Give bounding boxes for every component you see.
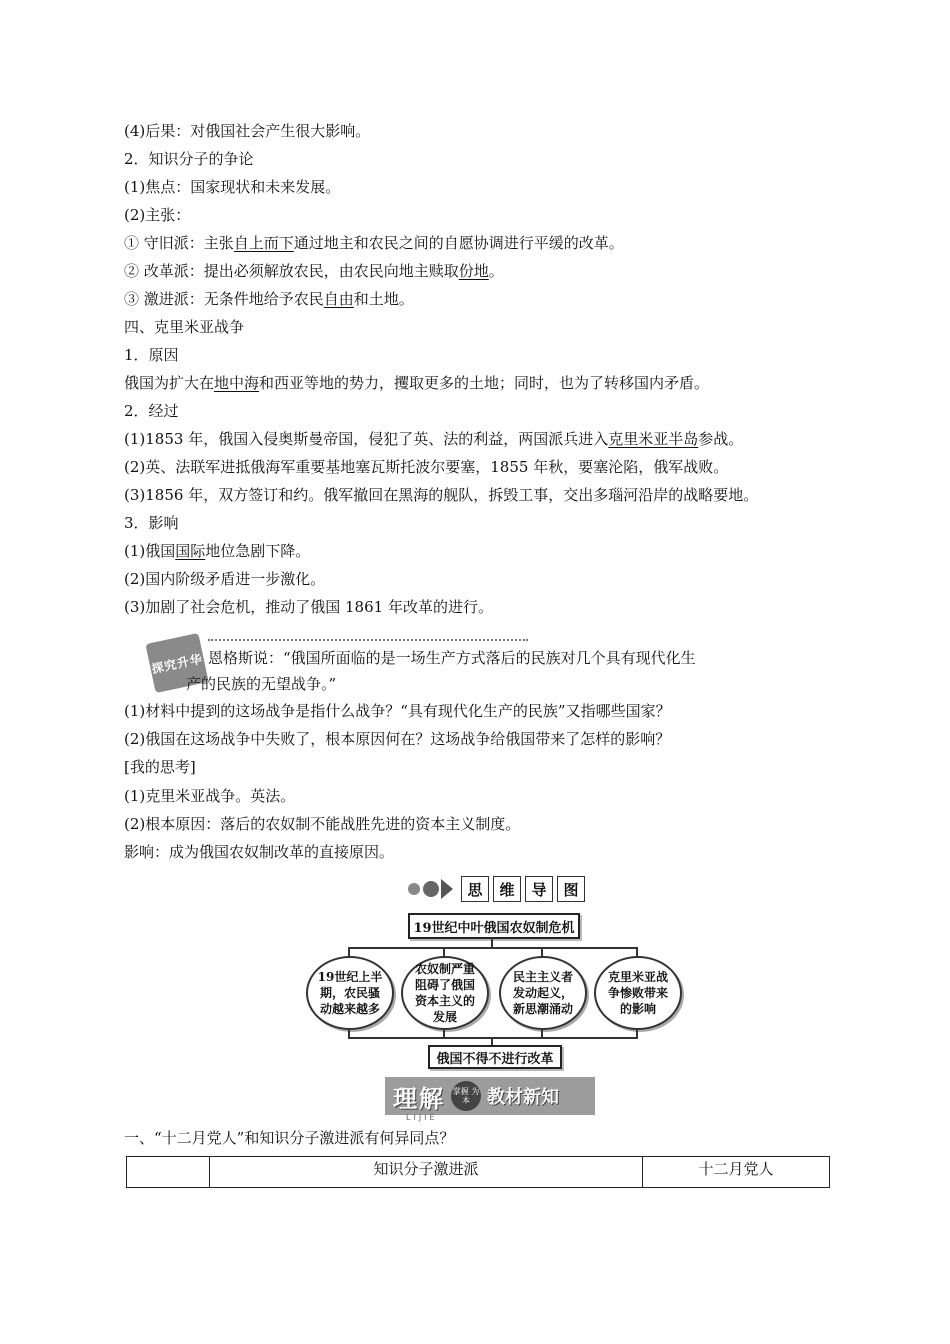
comparison-table (126, 1156, 830, 1188)
text-segment: 通过地主和农民之间的自愿协调进行平缓的改革。 (293, 234, 624, 252)
text-segment: (1)俄国 (124, 542, 176, 560)
table-header-cell: 知识分子激进派 (210, 1157, 643, 1188)
body-line (124, 541, 310, 561)
mindmap-cause-node: 民主主义者发动起义，新思潮涌动 (499, 956, 587, 1030)
body-line: 3．影响 (124, 514, 179, 532)
answer-impact: 影响：成为俄国农奴制改革的直接原因。 (124, 843, 395, 861)
engels-quote-line1: 恩格斯说：“俄国所面临的是一场生产方式落后的民族对几个具有现代化生 (208, 649, 696, 667)
text-segment: 参战。 (698, 430, 744, 448)
table-header-cell (127, 1157, 210, 1188)
body-line: (4)后果：对俄国社会产生很大影响。 (124, 122, 371, 140)
body-line: (3)1856 年，双方签订和约。俄军撤回在黑海的舰队，拆毁工事，交出多瑙河沿岸的战略要地。 (124, 486, 759, 504)
banner-subtitle: 教材新知 (487, 1087, 559, 1108)
body-line: (3)加剧了社会危机，推动了俄国 1861 年改革的进行。 (124, 598, 493, 616)
mindmap-title (408, 875, 589, 903)
body-line (124, 261, 504, 281)
table-header-row (127, 1157, 830, 1188)
mindmap-top-node: 19世纪中叶俄国农奴制危机 (408, 913, 580, 939)
body-line (124, 429, 743, 449)
dot-icon (408, 883, 420, 895)
mindmap-cause-node: 农奴制严重阻碍了俄国资本主义的发展 (401, 956, 489, 1030)
banner-pinyin: LIJIE (406, 1113, 438, 1122)
body-line: (2)主张： (124, 206, 191, 224)
section-heading: 一、“十二月党人”和知识分子激进派有何异同点？ (124, 1129, 455, 1147)
text-segment: (1)1853 年，俄国入侵奥斯曼帝国，侵犯了英、法的利益，两国派兵进入 (124, 430, 609, 448)
question-2: (2)俄国在这场战争中失败了，根本原因何在？这场战争给俄国带来了怎样的影响？ (124, 730, 671, 748)
underlined-keyword: 克里米亚半岛 (608, 430, 699, 448)
underlined-keyword: 自上而下 (233, 234, 294, 252)
answer-1: (1)克里米亚战争。英法。 (124, 787, 296, 805)
answer-2: (2)根本原因：落后的农奴制不能战胜先进的资本主义制度。 (124, 815, 521, 833)
connector (636, 1029, 638, 1037)
text-segment: ③ 激进派：无条件地给予农民 (124, 290, 324, 308)
connector (541, 1029, 543, 1037)
connector (348, 1029, 350, 1037)
body-line: (2)国内阶级矛盾进一步激化。 (124, 570, 326, 588)
question-1: (1)材料中提到的这场战争是指什么战争？“具有现代化生产的民族”又指哪些国家？ (124, 702, 671, 720)
body-line: 2．经过 (124, 402, 179, 420)
text-segment: 俄国为扩大在 (124, 374, 215, 392)
dotted-divider (208, 639, 528, 641)
underlined-keyword: 自由 (323, 290, 354, 308)
banner-circle: 掌握 为本 (451, 1081, 481, 1111)
mindmap-cause-node: 19世纪上半期，农民骚动越来越多 (306, 956, 394, 1030)
mindmap-title-char: 导 (525, 876, 553, 902)
body-line: (1)焦点：国家现状和未来发展。 (124, 178, 341, 196)
text-segment: ① 守旧派：主张 (124, 234, 234, 252)
mindmap-cause-node: 克里米亚战争惨败带来的影响 (594, 956, 682, 1030)
mindmap-bottom-node: 俄国不得不进行改革 (428, 1045, 562, 1069)
table-header-cell: 十二月党人 (643, 1157, 830, 1188)
section-banner (385, 1077, 595, 1115)
dot-icon (423, 881, 439, 897)
connector (443, 1029, 445, 1037)
body-line (124, 233, 624, 253)
my-thinking-label: [我的思考] (124, 758, 196, 776)
explore-badge: 探究升华 (145, 633, 208, 693)
text-segment: 和土地。 (353, 290, 414, 308)
engels-quote-line2: 产的民族的无望战争。” (186, 675, 337, 693)
connector (348, 1037, 638, 1039)
arrow-right-icon (441, 879, 453, 899)
underlined-keyword: 地中海 (214, 374, 260, 392)
underlined-keyword: 份地 (458, 262, 489, 280)
connector (491, 937, 493, 947)
body-line (124, 289, 414, 309)
text-segment: ② 改革派：提出必须解放农民，由农民向地主赎取 (124, 262, 459, 280)
body-line: 四、克里米亚战争 (124, 318, 245, 336)
mindmap-title-char: 图 (557, 876, 585, 902)
text-segment: 。 (488, 262, 504, 280)
mindmap-title-char: 思 (461, 876, 489, 902)
text-segment: 和西亚等地的势力，攫取更多的土地；同时，也为了转移国内矛盾。 (259, 374, 710, 392)
connector (491, 1037, 493, 1045)
connector (348, 947, 638, 949)
body-line: (2)英、法联军进抵俄海军重要基地塞瓦斯托波尔要塞，1855 年秋，要塞沦陷，俄军战败。 (124, 458, 729, 476)
text-segment: 地位急剧下降。 (205, 542, 311, 560)
mindmap-title-char: 维 (493, 876, 521, 902)
banner-title: 理解 (393, 1083, 445, 1113)
body-line (124, 373, 709, 393)
body-line: 2．知识分子的争论 (124, 150, 254, 168)
body-line: 1．原因 (124, 346, 179, 364)
underlined-keyword: 国际 (175, 542, 206, 560)
